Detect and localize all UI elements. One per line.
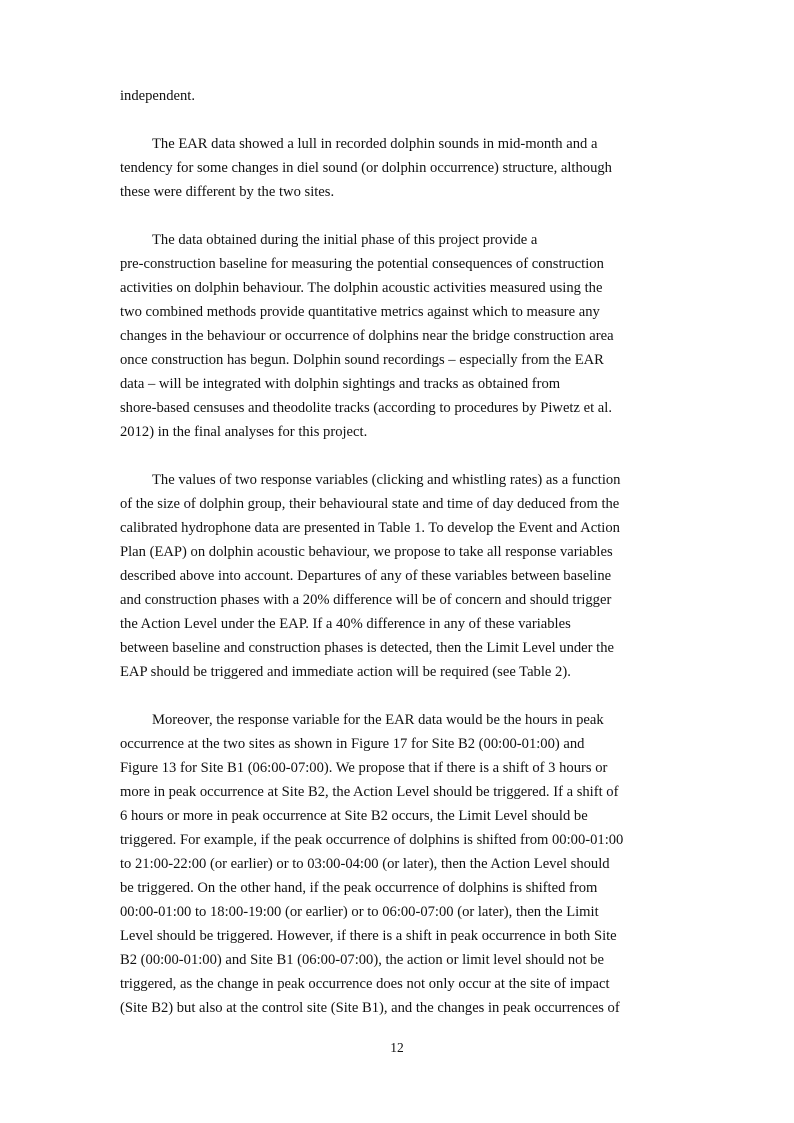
paragraph [120, 84, 672, 108]
text-line: triggered, as the change in peak occurrence does not only occur at the site of impact [120, 976, 610, 992]
page-number: 12 [390, 1040, 404, 1055]
text-line: The EAR data showed a lull in recorded dolphin sounds in mid-month and a [152, 136, 598, 152]
text-line: more in peak occurrence at Site B2, the Action Level should be triggered. If a shift of [120, 784, 619, 800]
text-line: triggered. For example, if the peak occurrence of dolphins is shifted from 00:00-01:00 [120, 832, 624, 848]
text-line: Plan (EAP) on dolphin acoustic behaviour, we propose to take all response variables [120, 544, 613, 560]
text-line: described above into account. Departures of any of these variables between baseline [120, 568, 612, 584]
text-line: two combined methods provide quantitative metrics against which to measure any [120, 304, 600, 320]
text-line: tendency for some changes in diel sound (or dolphin occurrence) structure, although [120, 160, 612, 176]
text-line: these were different by the two sites. [120, 184, 335, 200]
text-line: 6 hours or more in peak occurrence at Site B2 occurs, the Limit Level should be [120, 808, 588, 824]
text-line: to 21:00-22:00 (or earlier) or to 03:00-04:00 (or later), then the Action Level should [120, 856, 610, 872]
text-line: be triggered. On the other hand, if the peak occurrence of dolphins is shifted from [120, 880, 598, 896]
text-line: B2 (00:00-01:00) and Site B1 (06:00-07:00), the action or limit level should not be [120, 952, 604, 968]
text-line: independent. [120, 88, 195, 104]
text-line: pre-construction baseline for measuring the potential consequences of construction [120, 256, 604, 272]
text-line: 2012) in the final analyses for this project. [120, 424, 368, 440]
text-line: shore-based censuses and theodolite tracks (according to procedures by Piwetz et al. [120, 400, 612, 416]
text-line: calibrated hydrophone data are presented in Table 1. To develop the Event and Action [120, 520, 620, 536]
paragraph [120, 708, 672, 1020]
text-line: once construction has begun. Dolphin sound recordings – especially from the EAR [120, 352, 604, 368]
paragraph [120, 228, 672, 444]
text-line: 00:00-01:00 to 18:00-19:00 (or earlier) or to 06:00-07:00 (or later), then the Limit [120, 904, 599, 920]
text-line: (Site B2) but also at the control site (Site B1), and the changes in peak occurrences of [120, 1000, 620, 1016]
text-line: between baseline and construction phases is detected, then the Limit Level under the [120, 640, 614, 656]
paragraph [120, 132, 672, 204]
text-line: The data obtained during the initial phase of this project provide a [152, 232, 538, 248]
text-line: occurrence at the two sites as shown in Figure 17 for Site B2 (00:00-01:00) and [120, 736, 585, 752]
text-line: The values of two response variables (clicking and whistling rates) as a function [152, 472, 621, 488]
text-line: of the size of dolphin group, their behavioural state and time of day deduced from the [120, 496, 620, 512]
text-line: Figure 13 for Site B1 (06:00-07:00). We propose that if there is a shift of 3 hours or [120, 760, 608, 776]
document-body [120, 84, 672, 1044]
text-line: changes in the behaviour or occurrence of dolphins near the bridge construction area [120, 328, 614, 344]
text-line: activities on dolphin behaviour. The dolphin acoustic activities measured using the [120, 280, 603, 296]
text-line: EAP should be triggered and immediate action will be required (see Table 2). [120, 664, 571, 680]
text-line: Level should be triggered. However, if there is a shift in peak occurrence in both Site [120, 928, 617, 944]
text-line: and construction phases with a 20% difference will be of concern and should trigger [120, 592, 612, 608]
paragraph [120, 468, 672, 684]
text-line: data – will be integrated with dolphin sightings and tracks as obtained from [120, 376, 561, 392]
text-line: Moreover, the response variable for the EAR data would be the hours in peak [152, 712, 604, 728]
text-line: the Action Level under the EAP. If a 40% difference in any of these variables [120, 616, 571, 632]
